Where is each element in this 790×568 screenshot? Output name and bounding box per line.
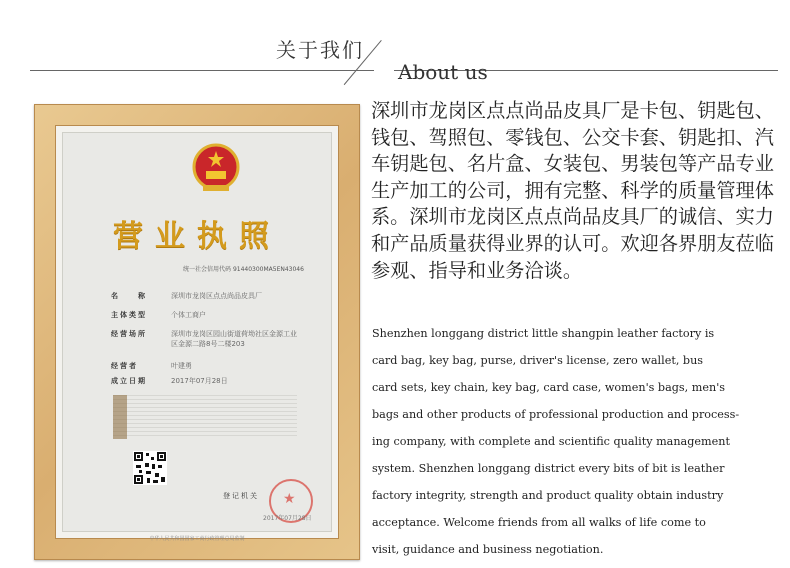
license-footer: 中华人民共和国国家工商行政管理总局监制 (149, 536, 245, 542)
header-divider-left (30, 70, 374, 71)
description-en-line: bags and other products of professional production and process- (372, 408, 740, 421)
credit-code-label: 统一社会信用代码 (183, 266, 232, 273)
license-row-key: 名 称 (111, 292, 147, 300)
license-row-key: 主体类型 (111, 311, 147, 319)
license-notes (113, 395, 297, 439)
issue-date: 2017年07月28日 (263, 515, 312, 522)
section-title-en: About us (398, 60, 488, 84)
description-en-line: acceptance. Welcome friends from all walks of life come to (372, 516, 706, 529)
business-license-image (62, 132, 332, 542)
qr-code-icon (133, 451, 167, 485)
description-en-line: system. Shenzhen longgang district every bits of bit is leather (372, 462, 725, 475)
license-title: 营业执照 (113, 219, 281, 254)
description-en-line: card bag, key bag, purse, driver's license, zero wallet, bus (372, 354, 704, 367)
license-row (111, 361, 192, 371)
license-notes-tab (113, 395, 127, 439)
company-description-cn: 深圳市龙岗区点点尚品皮具厂是卡包、钥匙包、钱包、驾照包、零钱包、公交卡套、钥匙扣、汽车钥匙包、名片盒、女装包、男装包等产品专业生产加工的公司，拥有完整、科学的质量管理体系。深圳市龙岗区点点尚品皮具厂的诚信、实力和产品质量获得业界的认可。欢迎各界朋友莅临参观、指导和业务洽谈。 (371, 99, 774, 282)
license-row (111, 329, 311, 349)
description-en-line: card sets, key chain, key bag, card case, women's bags, men's (372, 381, 726, 394)
certificate-frame (34, 104, 360, 560)
license-row-value: 深圳市龙岗区园山街道荷坳社区金源工业区金源二路8号二楼203 (171, 330, 297, 348)
credit-code-value: 91440300MA5EN43046 (232, 266, 304, 273)
license-row (111, 310, 206, 320)
certificate-mat (55, 125, 339, 542)
credit-code (183, 264, 304, 273)
description-en-line: Shenzhen longgang district little shangpin leather factory is (372, 327, 715, 340)
company-description-en (372, 320, 784, 563)
description-en-line: ing company, with complete and scientific quality management (372, 435, 730, 448)
registrar-label: 登记机关 (223, 492, 259, 500)
license-row-value: 个体工商户 (171, 311, 206, 319)
section-title-cn: 关于我们 (276, 38, 364, 62)
license-row-key: 经营者 (111, 362, 138, 370)
license-row-value: 叶建勇 (171, 362, 192, 370)
license-row-key: 经营场所 (111, 330, 147, 338)
description-en-line: factory integrity, strength and product quality obtain industry (372, 489, 724, 502)
license-row (111, 291, 262, 301)
license-row-value: 2017年07月28日 (171, 377, 228, 385)
description-en-line: visit, guidance and business negotiation. (372, 543, 604, 556)
national-emblem-icon (191, 141, 241, 195)
license-row-value: 深圳市龙岗区点点尚品皮具厂 (171, 292, 262, 300)
official-seal-icon: ★ (269, 479, 313, 523)
license-row-key: 成立日期 (111, 377, 147, 385)
license-row (111, 376, 228, 386)
